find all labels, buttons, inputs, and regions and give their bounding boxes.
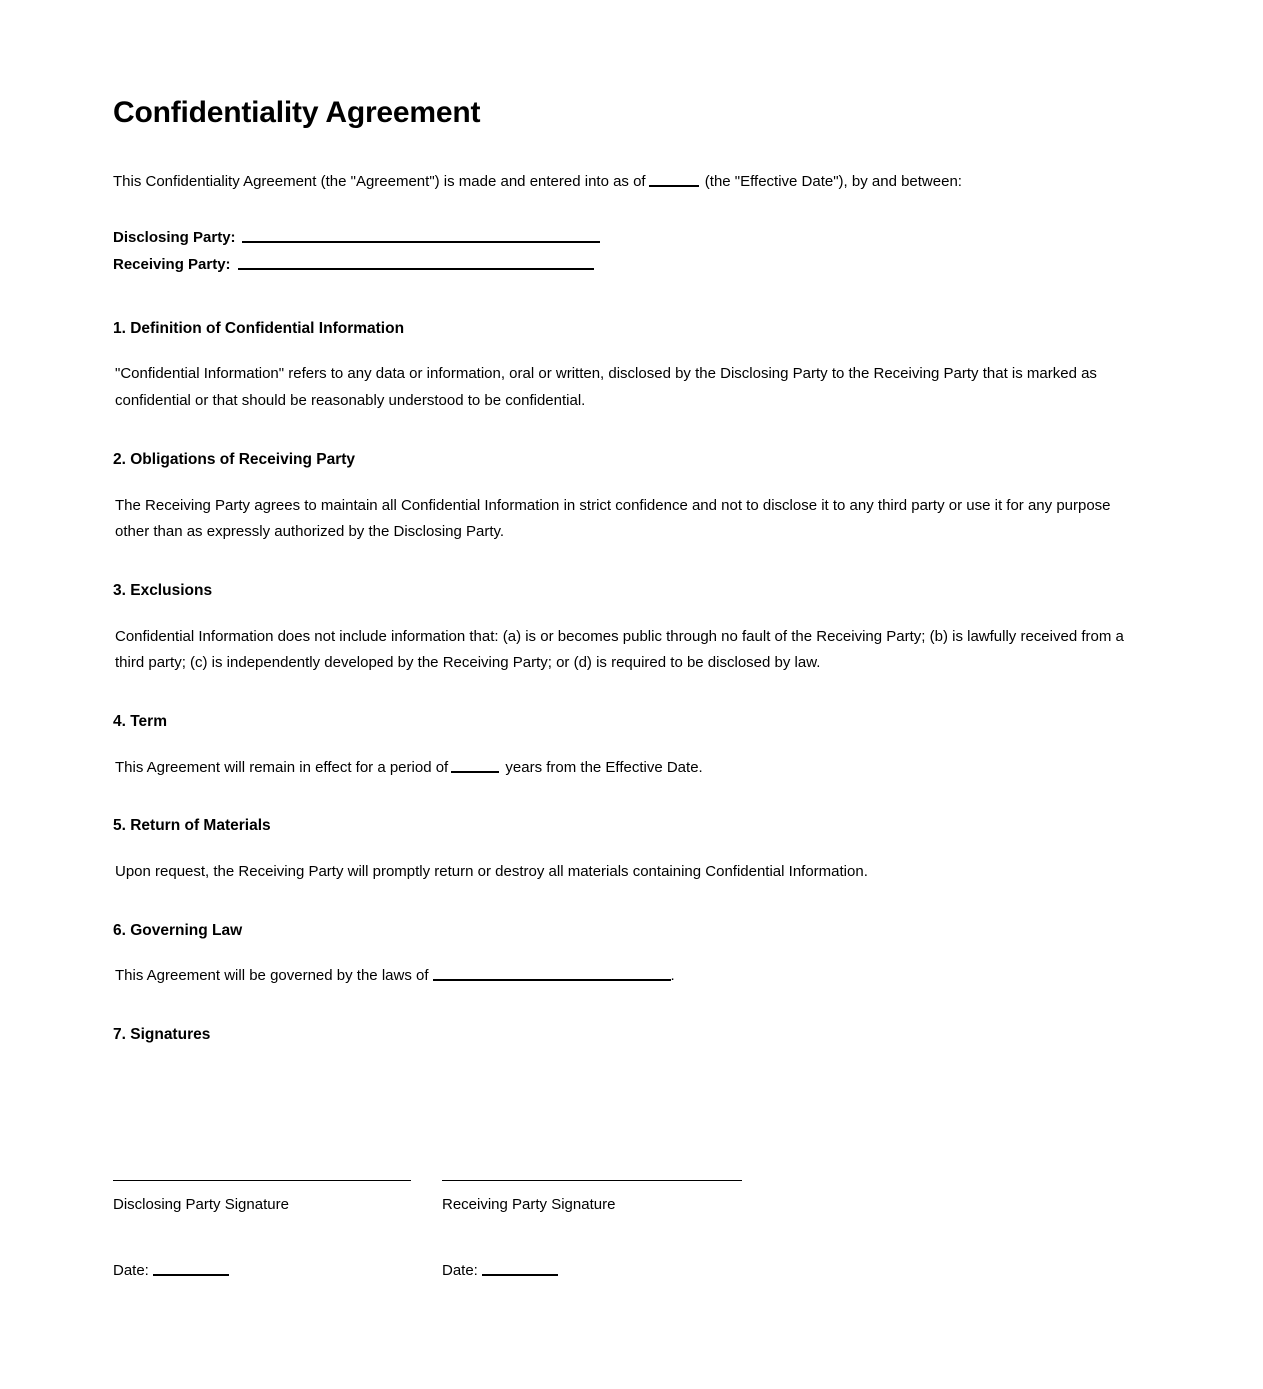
receiving-party-blank[interactable] (238, 255, 594, 270)
section-body-governing-law (113, 963, 1143, 990)
page-title: Confidentiality Agreement (113, 96, 481, 129)
section-term (113, 711, 1143, 781)
section-body-obligations: The Receiving Party agrees to maintain all Confidential Information in strict confidence and not to disclose it to any third party or use it for any purpose other than as expressly authorized by the Disclosing Party. (115, 496, 1111, 541)
term-text-before-blank: This Agreement will remain in effect for a period of (115, 758, 449, 776)
intro-text-before-blank: This Confidentiality Agreement (the "Agreement") is made and entered into as of (113, 173, 646, 190)
disclosing-signature-block (113, 1180, 411, 1217)
section-body-term (113, 755, 1143, 782)
signature-blank-space (113, 1068, 1143, 1180)
section-body-return-of-materials: Upon request, the Receiving Party will promptly return or destroy all materials containing Confidential Information. (115, 863, 868, 880)
term-years-blank[interactable] (451, 758, 499, 773)
receiving-date-field (442, 1260, 740, 1283)
receiving-date-blank[interactable] (482, 1262, 558, 1276)
disclosing-signature-line[interactable] (113, 1180, 411, 1181)
section-governing-law (113, 920, 1143, 990)
section-heading-term: 4. Term (113, 712, 167, 730)
section-heading-signatures: 7. Signatures (113, 1026, 211, 1044)
receiving-signature-caption: Receiving Party Signature (442, 1195, 616, 1213)
section-definition (113, 318, 1143, 415)
signature-date-row (113, 1260, 1143, 1283)
receiving-signature-line[interactable] (442, 1180, 742, 1181)
disclosing-date-field (113, 1260, 411, 1283)
disclosing-date-label: Date: (113, 1262, 149, 1280)
governing-law-text-after-blank: . (670, 967, 675, 985)
section-signatures (113, 1024, 1143, 1283)
signature-line-row (113, 1180, 1143, 1217)
section-heading-obligations: 2. Obligations of Receiving Party (113, 450, 356, 468)
signature-area (113, 1068, 1143, 1283)
disclosing-party-label: Disclosing Party: (113, 229, 236, 247)
effective-date-blank[interactable] (649, 172, 699, 187)
party-fields (113, 225, 1143, 278)
section-obligations (113, 449, 1143, 546)
disclosing-party-row (113, 225, 1143, 251)
receiving-party-row (113, 252, 1143, 278)
section-heading-return-of-materials: 5. Return of Materials (113, 817, 271, 835)
disclosing-signature-caption: Disclosing Party Signature (113, 1195, 289, 1213)
section-heading-governing-law: 6. Governing Law (113, 921, 243, 939)
governing-law-text-before-blank: This Agreement will be governed by the laws of (115, 967, 429, 985)
section-heading-definition: 1. Definition of Confidential Information (113, 319, 405, 337)
intro-text-after-blank: (the "Effective Date"), by and between: (704, 173, 962, 190)
section-heading-exclusions: 3. Exclusions (113, 581, 213, 599)
section-body-definition: "Confidential Information" refers to any data or information, oral or written, disclosed by the Disclosing Party to the Receiving Party that is marked as confidential or that should be reasonably understood to be confidential. (115, 365, 1097, 410)
governing-law-blank[interactable] (433, 966, 671, 981)
section-return-of-materials (113, 815, 1143, 885)
disclosing-date-blank[interactable] (153, 1262, 229, 1276)
section-body-exclusions: Confidential Information does not include information that: (a) is or becomes public through no fault of the Receiving Party; (b) is lawfully received from a third party; (c) is independently developed by the Receiving Party; or (d) is required to be disclosed by law. (115, 627, 1124, 672)
receiving-signature-block (442, 1180, 742, 1217)
receiving-party-label: Receiving Party: (113, 255, 231, 273)
document-content (113, 95, 1143, 1317)
section-exclusions (113, 580, 1143, 677)
term-text-after-blank: years from the Effective Date. (505, 758, 703, 776)
disclosing-party-blank[interactable] (242, 228, 600, 243)
intro-paragraph (113, 169, 1143, 195)
receiving-date-label: Date: (442, 1262, 478, 1280)
